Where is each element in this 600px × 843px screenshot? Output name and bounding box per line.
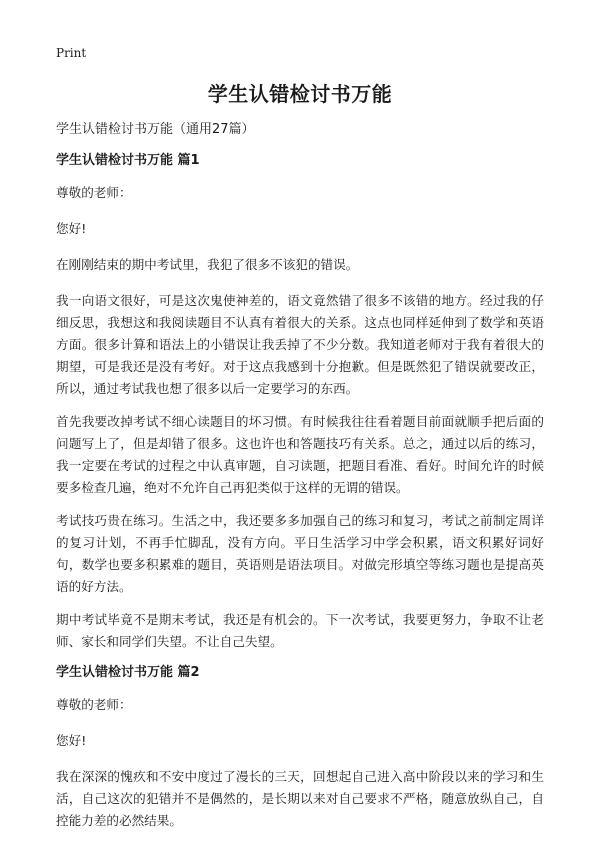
salutation: 尊敬的老师： [56,185,132,200]
document-body [56,121,544,843]
section-1 [56,152,544,653]
greeting: 您好! [56,733,87,748]
paragraph: 在刚刚结束的期中考试里，我犯了很多不该犯的错误。 [56,257,359,272]
paragraph: 我一向语文很好，可是这次鬼使神差的，语文竟然错了很多不该错的地方。经过我的仔细反思，我想这和我阅读题目不认真有着很大的关系。这点也同样延伸到了数学和英语方面。很多计算和语法上的小错误让我丢掉了不少分数。我知道老师对于我有着很大的期望，可是我还是没有考好。对于这点我感到十分抱歉。但是既然犯了错误就要改正，所以，通过考试我也想了很多以后一定要学习的东西。 [56,293,544,396]
document-subtitle: 学生认错检讨书万能（通用27篇） [56,122,255,137]
paragraph: 考试技巧贵在练习。生活之中，我还要多多加强自己的练习和复习，考试之前制定周详的复习计划，不再手忙脚乱，没有方向。平日生活学习中学会积累，语文积累好词好句，数学也要多积累难的题目，英语则是语法项目。对做完形填空等练习题也是提高英语的好方法。 [56,513,544,594]
paragraph: 期中考试毕竟不是期末考试，我还是有机会的。下一次考试，我要更努力，争取不让老师、家长和同学们失望。不让自己失望。 [56,612,544,649]
paragraph: 我在深深的愧疚和不安中度过了漫长的三天，回想起自己进入高中阶段以来的学习和生活，自己这次的犯错并不是偶然的，是长期以来对自己要求不严格，随意放纵自己，自控能力差的必然结果。 [56,769,544,828]
print-link[interactable]: Print [56,46,87,60]
greeting: 您好! [56,221,87,236]
section-2 [56,664,544,832]
document-title: 学生认错检讨书万能 [207,82,393,106]
section-heading: 学生认错检讨书万能 篇2 [56,665,200,680]
paragraph: 首先我要改掉考试不细心读题目的坏习惯。有时候我往往看着题目前面就顺手把后面的问题写上了，但是却错了很多。这也许也和答题技巧有关系。总之，通过以后的练习，我一定要在考试的过程之中认真审题，自习读题，把题目看准、看好。时间允许的时候要多检查几遍，绝对不允许自己再犯类似于这样的无谓的错误。 [56,414,544,495]
salutation: 尊敬的老师： [56,697,132,712]
section-heading: 学生认错检讨书万能 篇1 [56,153,200,168]
